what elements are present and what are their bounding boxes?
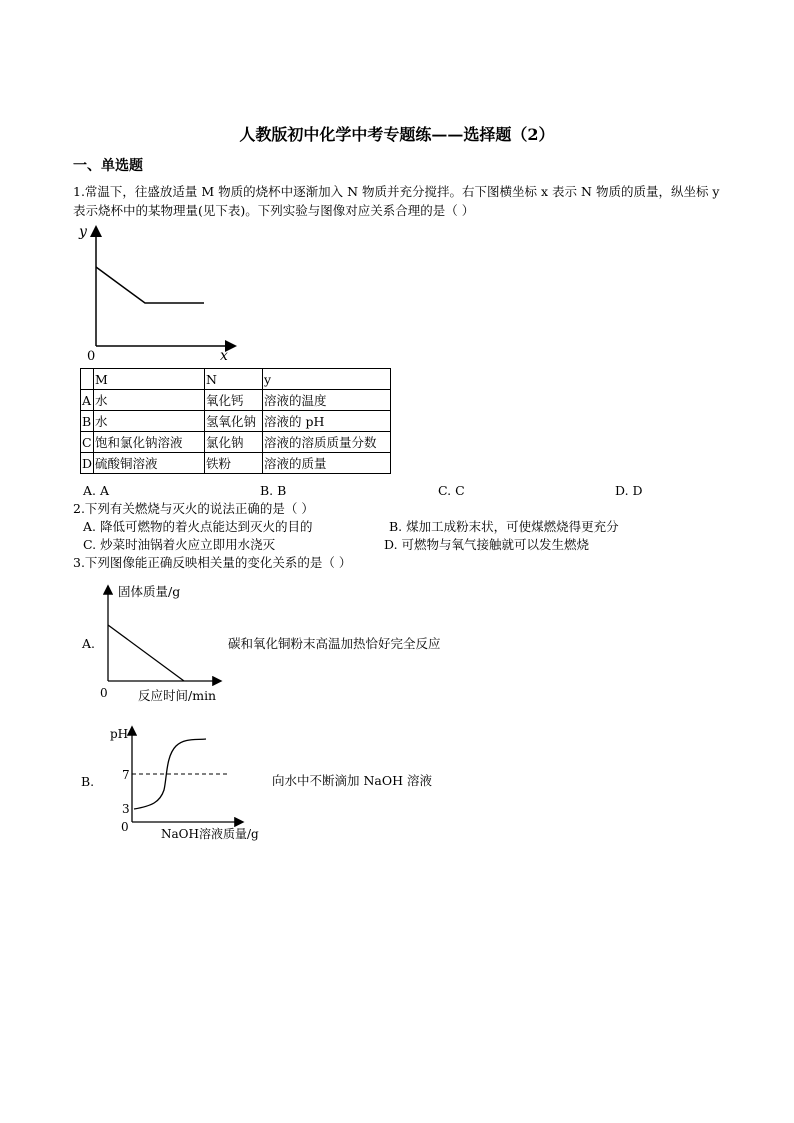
table-cell: M	[94, 369, 205, 390]
table-cell: 溶液的溶质质量分数	[263, 432, 391, 453]
page-title: 人教版初中化学中考专题练——选择题（2）	[239, 125, 555, 144]
table-cell: 水	[94, 390, 205, 411]
q1-x-label: x	[220, 348, 228, 364]
question-1-table	[80, 368, 391, 474]
table-cell: 溶液的 pH	[263, 411, 391, 432]
q3b-origin: 0	[121, 820, 129, 834]
table-cell: A	[81, 390, 94, 411]
q3b-y-label: pH	[110, 727, 129, 741]
q1-option-c[interactable]: C. C	[438, 483, 465, 498]
q3a-x-label: 反应时间/min	[138, 688, 217, 703]
table-cell: N	[205, 369, 263, 390]
question-3-stem: 3.下列图像能正确反映相关量的变化关系的是（ ）	[73, 555, 352, 570]
table-cell: 硫酸铜溶液	[94, 453, 205, 474]
q3a-origin: 0	[100, 686, 108, 700]
table-cell: 水	[94, 411, 205, 432]
table-header-row	[81, 369, 391, 390]
table-cell: y	[263, 369, 391, 390]
table-cell: 铁粉	[205, 453, 263, 474]
q2-option-a[interactable]: A. 降低可燃物的着火点能达到灭火的目的	[83, 519, 313, 534]
table-cell: C	[81, 432, 94, 453]
q3-option-a-letter[interactable]: A.	[82, 636, 96, 651]
table-row	[81, 411, 391, 432]
table-row	[81, 432, 391, 453]
q3-option-b-graph	[104, 722, 274, 846]
table-cell	[81, 369, 94, 390]
table-cell: 氯化钠	[205, 432, 263, 453]
section-heading: 一、单选题	[73, 158, 143, 174]
table-cell: 饱和氯化钠溶液	[94, 432, 205, 453]
q1-curve	[96, 267, 204, 303]
q2-option-b[interactable]: B. 煤加工成粉末状，可使煤燃烧得更充分	[389, 519, 619, 534]
q3b-tick-7: 7	[122, 768, 130, 782]
table-cell: 溶液的质量	[263, 453, 391, 474]
q3-option-b-description: 向水中不断滴加 NaOH 溶液	[272, 773, 432, 788]
q1-option-b[interactable]: B. B	[260, 483, 287, 498]
question-2-stem: 2.下列有关燃烧与灭火的说法正确的是（ ）	[73, 501, 314, 516]
table-row	[81, 453, 391, 474]
table-cell: 氢氧化钠	[205, 411, 263, 432]
q1-origin: 0	[87, 349, 96, 364]
q3-option-b-letter[interactable]: B.	[81, 774, 95, 789]
question-1-stem: 1.常温下，往盛放适量 M 物质的烧杯中逐渐加入 N 物质并充分搅拌。右下图横坐标 x 表示 N 物质的质量，纵坐标 y 表示烧杯中的某物理量(见下表)。下列实验与图像对应关系合理的是（ ）	[73, 184, 720, 218]
q1-option-d[interactable]: D. D	[615, 483, 643, 498]
table-cell: 溶液的温度	[263, 390, 391, 411]
q2-option-d[interactable]: D. 可燃物与氧气接触就可以发生燃烧	[384, 537, 590, 552]
q2-option-c[interactable]: C. 炒菜时油锅着火应立即用水浇灭	[83, 537, 276, 552]
q3b-x-label: NaOH溶液质量/g	[161, 827, 259, 841]
table-cell: D	[81, 453, 94, 474]
question-1-graph	[74, 220, 244, 365]
q3b-tick-3: 3	[122, 802, 130, 816]
table-cell: 氧化钙	[205, 390, 263, 411]
table-cell: B	[81, 411, 94, 432]
q3-option-a-graph	[96, 578, 236, 706]
q3-option-a-description: 碳和氧化铜粉末高温加热恰好完全反应	[228, 636, 441, 651]
q3a-y-label: 固体质量/g	[118, 584, 181, 599]
q3a-curve	[108, 625, 184, 681]
q1-y-label: y	[79, 224, 87, 240]
table-row	[81, 390, 391, 411]
q1-option-a[interactable]: A. A	[83, 483, 110, 498]
